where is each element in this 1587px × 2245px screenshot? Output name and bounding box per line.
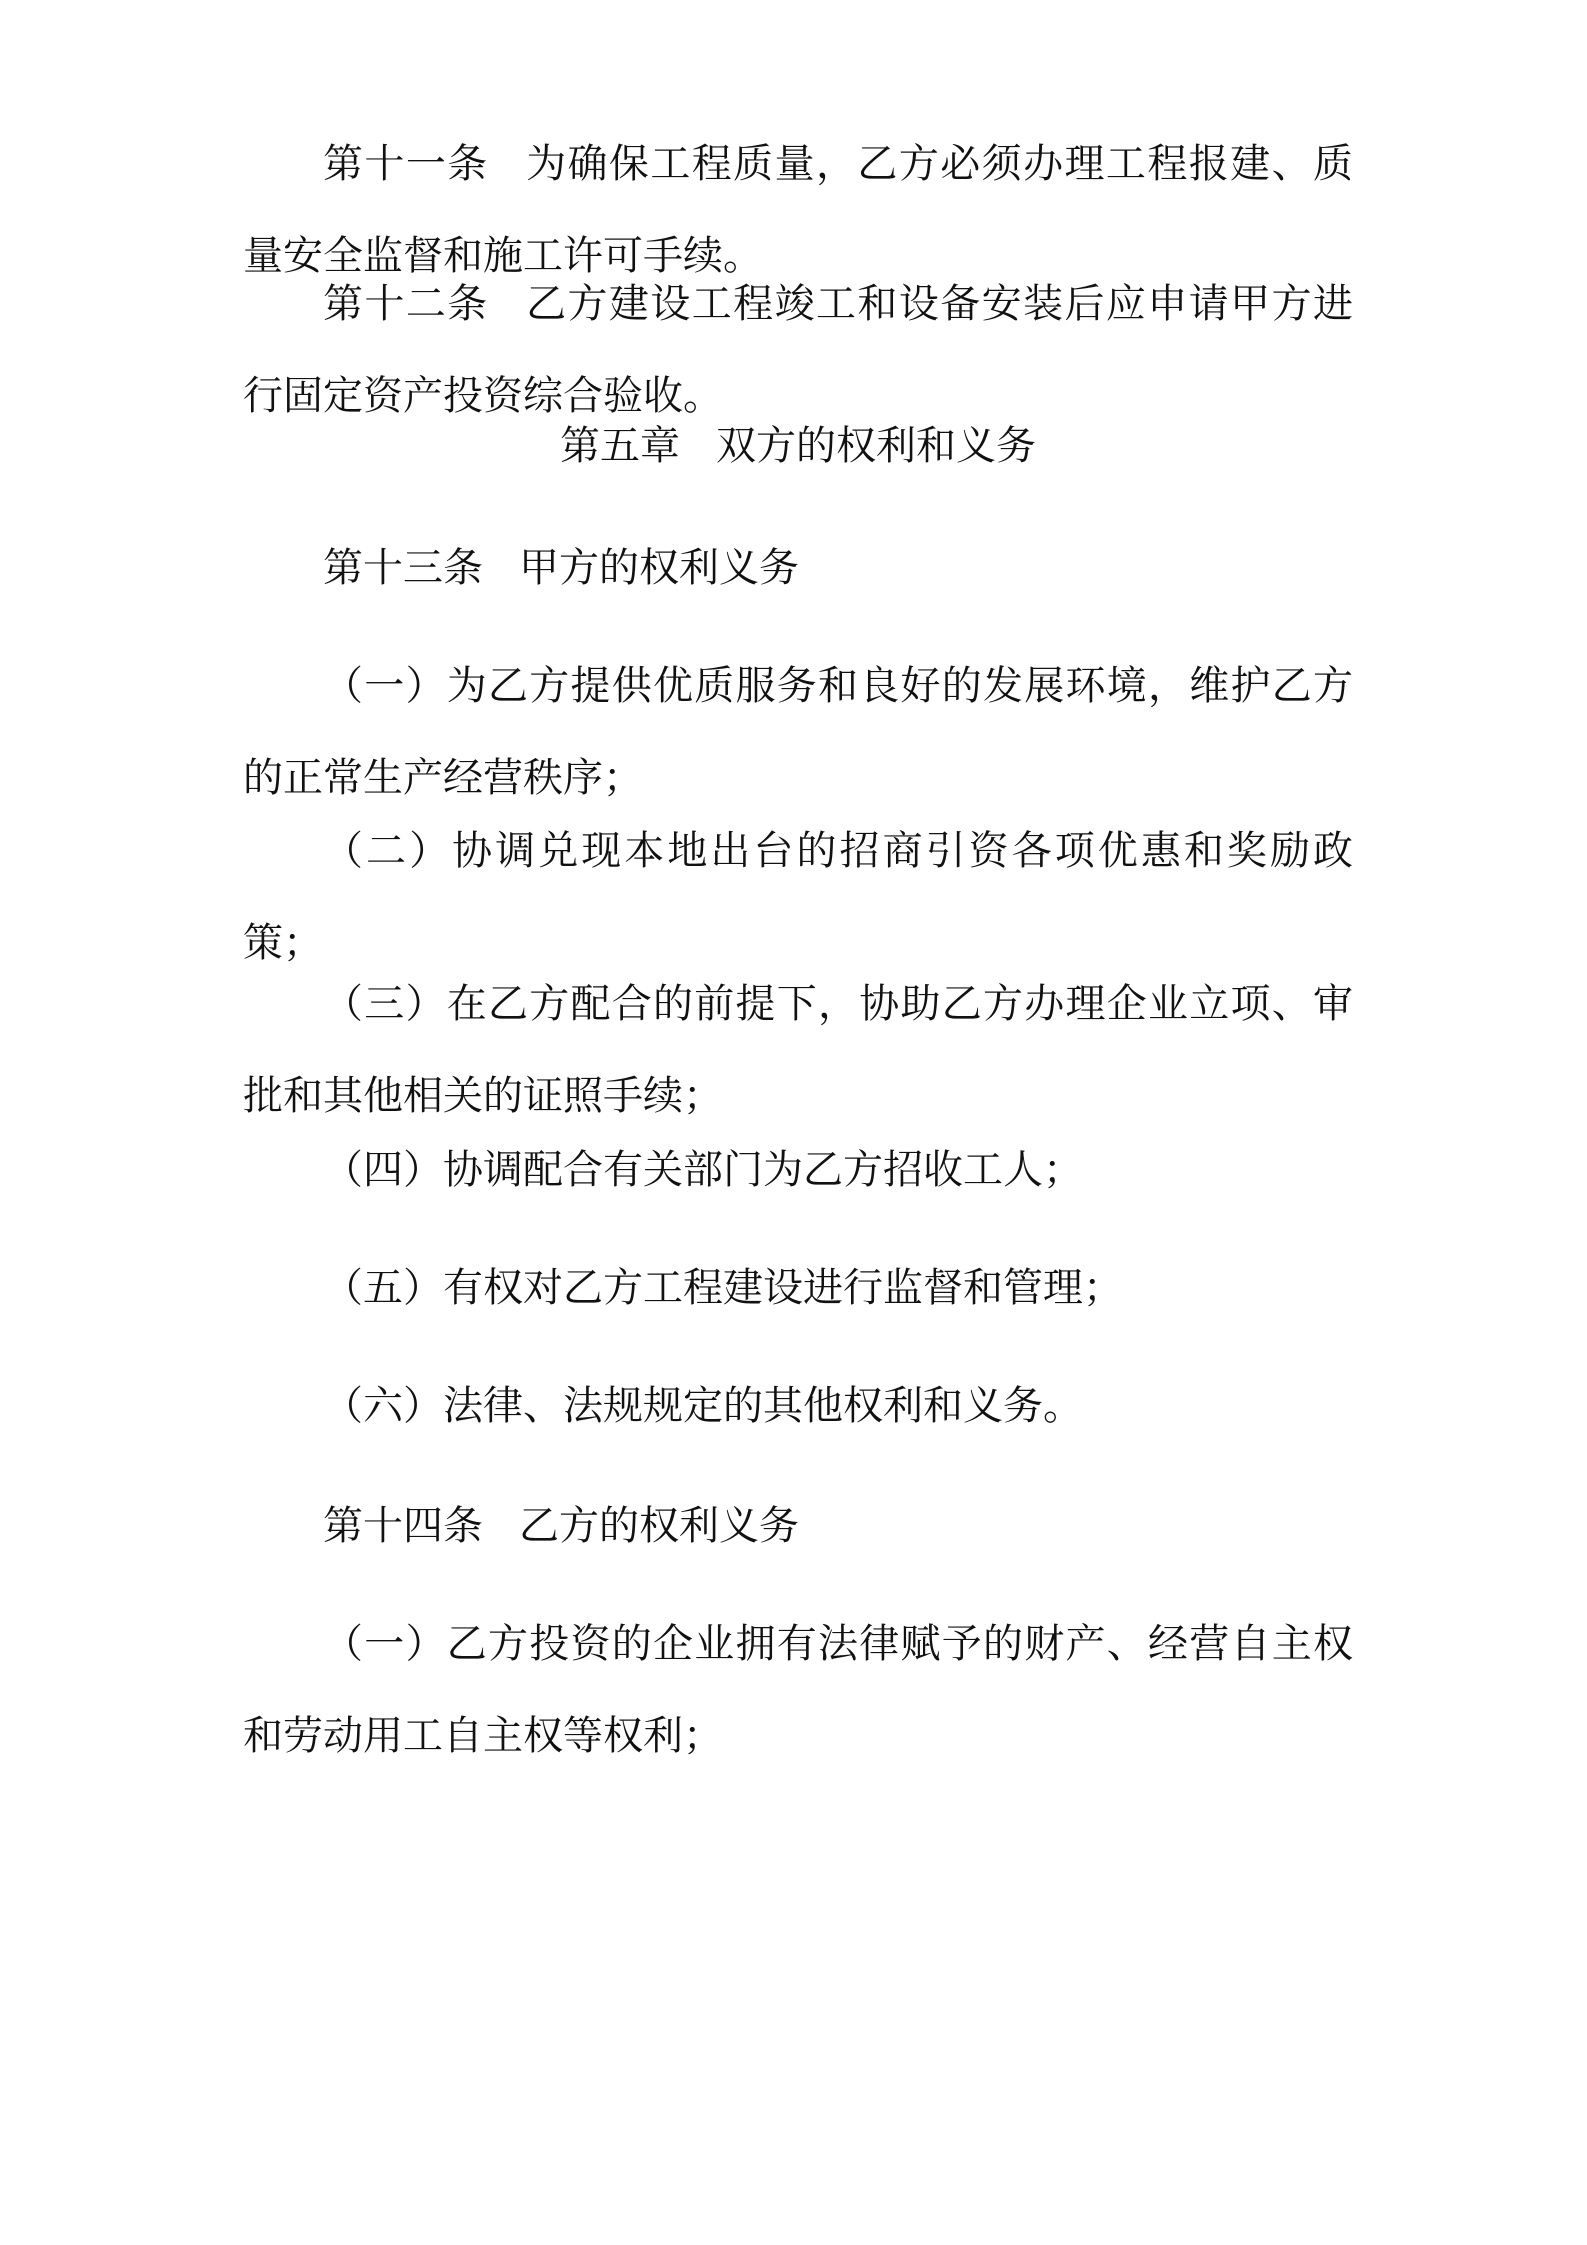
article-14-item-1: （一）乙方投资的企业拥有法律赋予的财产、经营自主权和劳动用工自主权等权利； [243, 1621, 1353, 1759]
article-13-item-4: （四）协调配合有关部门为乙方招收工人； [323, 1147, 1083, 1193]
chapter-5-heading [243, 400, 1353, 492]
article-13-item-5: （五）有权对乙方工程建设进行监督和管理； [323, 1265, 1123, 1311]
chapter-5-number: 第五章 [560, 423, 680, 469]
article-13-heading [243, 522, 1353, 614]
article-13-item-1: （一）为乙方提供优质服务和良好的发展环境，维护乙方的正常生产经营秩序； [243, 663, 1353, 801]
article-13-number: 第十三条 [323, 545, 483, 591]
article-11-text: 为确保工程质量，乙方必须办理工程报建、质量安全监督和施工许可手续。 [243, 141, 1354, 279]
article-14-title: 乙方的权利义务 [519, 1503, 799, 1549]
article-14-number: 第十四条 [323, 1503, 483, 1549]
article-13-item-6: （六）法律、法规规定的其他权利和义务。 [323, 1383, 1083, 1429]
article-13-item-2: （二）协调兑现本地出台的招商引资各项优惠和奖励政策； [243, 828, 1353, 966]
article-11-number: 第十一条 [323, 141, 489, 187]
article-13-item-3: （三）在乙方配合的前提下，协助乙方办理企业立项、审批和其他相关的证照手续； [243, 981, 1353, 1119]
article-12-number: 第十二条 [323, 281, 489, 327]
article-13-title: 甲方的权利义务 [519, 545, 799, 591]
article-12-text: 乙方建设工程竣工和设备安装后应申请甲方进行固定资产投资综合验收。 [243, 281, 1354, 419]
chapter-5-title: 双方的权利和义务 [716, 423, 1036, 469]
article-14-heading [243, 1480, 1353, 1572]
